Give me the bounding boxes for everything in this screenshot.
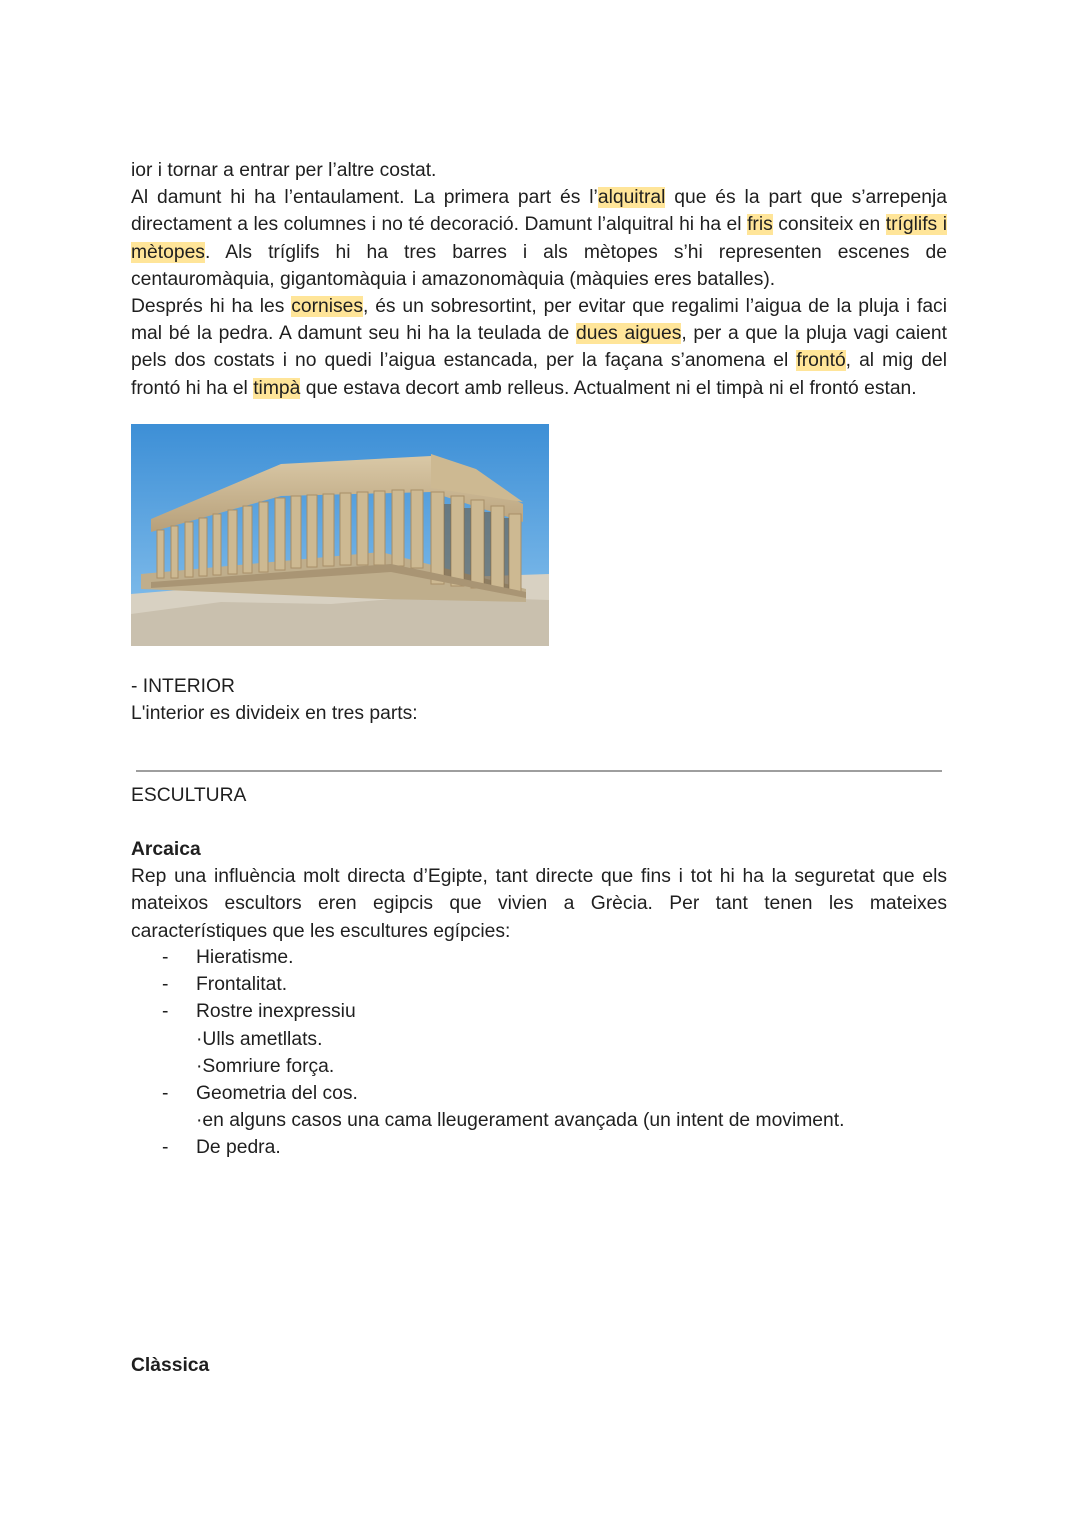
text-run: Després hi ha les — [131, 296, 292, 318]
list-item-text: Geometria del cos. — [196, 1083, 358, 1105]
text-run: . Als tríglifs hi ha tres barres i als mètopes s’hi representen escenes de centauromàquia, gigantomàquia i amazonomàquia (màquies eres batalles). — [131, 241, 947, 290]
escultura-heading: ESCULTURA — [131, 785, 247, 806]
highlight-triglifs: tríglifs i mètopes — [131, 214, 947, 263]
list-item — [131, 1134, 947, 1161]
text-run: Al damunt hi ha l’entaulament. La primera part és l’ — [131, 187, 598, 209]
highlight-fronto: frontó — [796, 350, 846, 372]
list-item — [131, 1080, 947, 1107]
list-item-text: Frontalitat. — [196, 974, 288, 996]
list-subitem: ·Ulls ametllats. — [196, 1028, 323, 1050]
list-item-text: De pedra. — [196, 1137, 281, 1159]
arcaica-title: Arcaica — [131, 839, 201, 860]
text-run: que és la part que s’arrepenja directament a les columnes i no té decoració. Damunt l’alquitral hi ha el — [131, 187, 947, 236]
arcaica-intro: Rep una influència molt directa d’Egipte, tant directe que fins i tot hi ha la seguretat que els mateixos escultors eren egipcis que vivien a Grècia. Per tant tenen les mateixes característiques que les escultures egípcies: — [131, 866, 947, 942]
list-dash: - — [162, 974, 169, 996]
list-item — [131, 944, 947, 971]
interior-heading: - INTERIOR — [131, 676, 235, 697]
list-subitem: ·Somriure força. — [196, 1055, 335, 1077]
highlight-timpa: timpà — [253, 377, 301, 399]
text-run: , és un sobresortint, per evitar que regalimi l’aigua de la pluja i faci mal bé la pedra. A damunt seu hi ha la teulada de — [131, 296, 947, 345]
classica-title: Clàssica — [131, 1355, 210, 1376]
highlight-alquitral: alquitral — [597, 187, 666, 209]
text-run: , al mig del frontó hi ha el — [131, 350, 948, 399]
text-run: consiteix en — [772, 214, 886, 236]
list-dash: - — [162, 947, 169, 968]
list-item-text: Hieratisme. — [196, 947, 294, 968]
list-item — [131, 971, 947, 998]
interior-section — [131, 673, 947, 727]
text-run: que estava decort amb relleus. Actualment ni el timpà ni el frontó estan. — [300, 377, 917, 399]
list-dash: - — [162, 1001, 169, 1023]
classica-section — [131, 1352, 947, 1379]
highlight-dues-aigues: dues aigues — [576, 323, 682, 345]
list-item-text: Rostre inexpressiu — [196, 1001, 356, 1023]
paragraph-cornises — [131, 293, 947, 402]
highlight-fris: fris — [747, 214, 773, 236]
escultura-heading-block — [131, 782, 947, 809]
entaulament-section — [131, 157, 947, 402]
list-dash: - — [162, 1083, 169, 1105]
arcaica-section — [131, 836, 947, 945]
list-subitem: ·en alguns casos una cama lleugerament avançada (un intent de moviment. — [196, 1110, 845, 1132]
parthenon-image — [131, 424, 549, 646]
section-divider — [136, 770, 942, 772]
interior-text: L'interior es divideix en tres parts: — [131, 703, 418, 725]
paragraph-continuation: ior i tornar a entrar per l’altre costat. — [131, 160, 437, 181]
arcaica-characteristics-list — [131, 944, 947, 1162]
list-dash: - — [162, 1137, 169, 1159]
list-item — [131, 998, 947, 1025]
text-run: , per a que la pluja vagi caient pels dos costats i no quedi l’aigua estancada, per la façana s’anomena el — [131, 323, 947, 372]
paragraph-entaulament — [131, 184, 947, 293]
highlight-cornises: cornises — [291, 296, 364, 318]
